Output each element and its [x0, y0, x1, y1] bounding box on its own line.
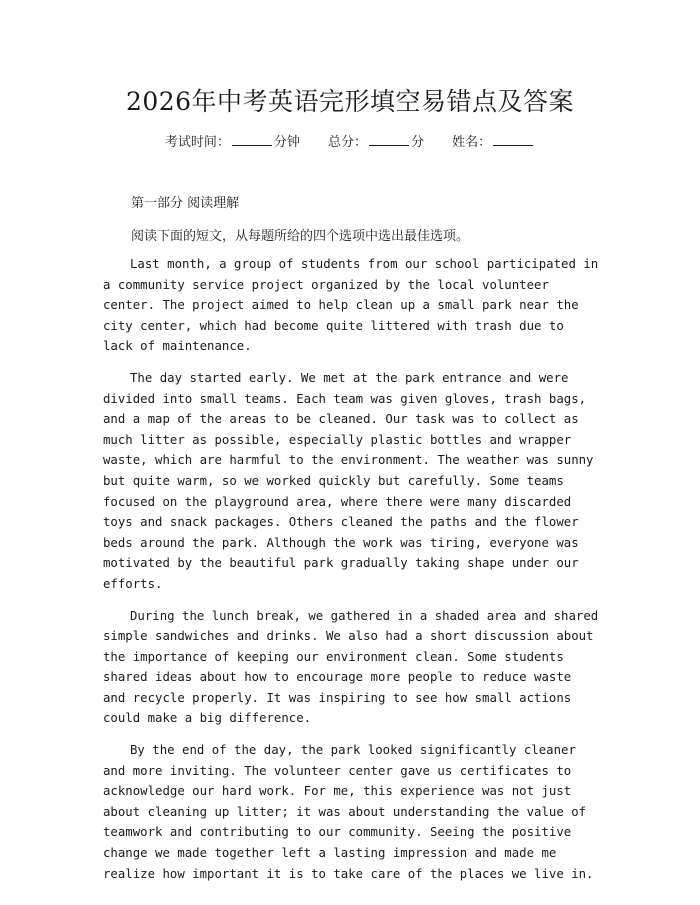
exam-time-blank	[232, 133, 272, 146]
passage-paragraph: Last month, a group of students from our school participated in a community service project organized by the local volunteer center. The project aimed to help clean up a small park near the city center, which had become quite littered with trash due to lack of maintenance.	[103, 257, 599, 354]
name-blank	[493, 133, 533, 146]
total-score-unit: 分	[411, 135, 425, 150]
total-score-field	[328, 135, 424, 150]
reading-passage	[103, 254, 600, 895]
name-label: 姓名：	[452, 135, 492, 150]
passage-paragraph: The day started early. We met at the park entrance and were divided into small teams. Each team was given gloves, trash bags, and a map of the areas to be cleaned. Our task was to collect as much litter as possible, especially plastic bottles and wrapper waste, which are harmful to the environment. The weather was sunny but quite warm, so we worked quickly but carefully. Some teams focused on the playground area, where there were many discarded toys and snack packages. Others cleaned the paths and the flower beds around the park. Although the work was tiring, everyone was motivated by the beautiful park gradually taking shape under our efforts.	[103, 370, 594, 591]
section-heading: 第一部分 阅读理解	[131, 196, 240, 211]
total-score-blank	[369, 133, 409, 146]
passage-paragraph: By the end of the day, the park looked significantly cleaner and more inviting. The volunteer center gave us certificates to acknowledge our hard work. For me, this experience was not just about cleaning up litter; it was about understanding the value of teamwork and contributing to our community. Seeing the positive change we made together left a lasting impression and made me realize how important it is to take care of the places we live in.	[103, 743, 594, 881]
exam-time-unit: 分钟	[273, 135, 300, 150]
name-field	[452, 135, 535, 150]
total-score-label: 总分：	[327, 135, 367, 150]
exam-time-field	[165, 135, 300, 150]
exam-meta-line	[0, 131, 700, 150]
page-title: 2026年中考英语完形填空易错点及答案	[125, 87, 575, 116]
instruction-text: 阅读下面的短文，从每题所给的四个选项中选出最佳选项。	[131, 229, 470, 244]
passage-paragraph: During the lunch break, we gathered in a shaded area and shared simple sandwiches and drinks. We also had a short discussion about the importance of keeping our environment clean. Some students shared ideas about how to encourage more people to reduce waste and recycle properly. It was inspiring to see how small actions could make a big difference.	[103, 608, 599, 726]
exam-time-label: 考试时间：	[164, 135, 230, 150]
